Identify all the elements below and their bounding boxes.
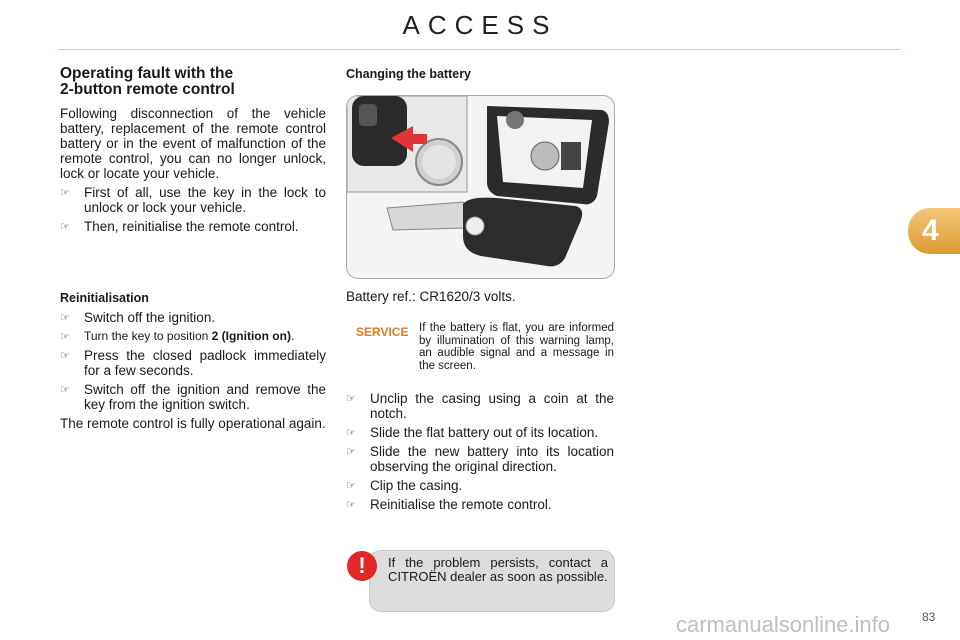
section-heading: Operating fault with the 2-button remote control — [60, 65, 235, 98]
header-divider — [58, 49, 900, 50]
battery-heading: Changing the battery — [346, 67, 472, 81]
hand-pointer-icon: ☞ — [60, 312, 70, 324]
steps-list — [346, 387, 614, 512]
reinit-heading: Reinitialisation — [60, 291, 149, 305]
remote-key-photo — [346, 95, 615, 279]
reinit-section — [60, 291, 326, 431]
left-column — [60, 66, 326, 234]
chapter-tab[interactable]: 4 — [908, 208, 960, 254]
page-title: ACCESS — [402, 10, 558, 40]
hand-pointer-icon: ☞ — [346, 446, 356, 458]
list-item: ☞ Unclip the casing using a coin at the notch. — [346, 391, 614, 421]
hand-pointer-icon: ☞ — [60, 331, 70, 343]
list-item: ☞ Switch off the ignition and remove the key from the ignition switch. — [60, 382, 326, 412]
list-item: ☞ Press the closed padlock immediately for a few seconds. — [60, 348, 326, 378]
warning-text: If the battery is flat, you are informed by illumination of this warning lamp, an audible signal and a message in the screen. — [419, 322, 614, 372]
page-number: 83 — [922, 610, 936, 624]
hand-pointer-icon: ☞ — [346, 480, 356, 492]
hand-pointer-icon: ☞ — [60, 221, 70, 233]
closing-paragraph: The remote control is fully operational again. — [60, 416, 326, 431]
note-text: If the problem persists, contact a CITROËN dealer as soon as possible. — [388, 555, 608, 584]
hand-pointer-icon: ☞ — [346, 393, 356, 405]
list-item: ☞ First of all, use the key in the lock to unlock or lock your vehicle. — [60, 185, 326, 215]
intro-paragraph: Following disconnection of the vehicle battery, replacement of the remote control battery or in the event of malfunction of the remote control, you can no longer unlock, lock or locate your vehicle. — [60, 106, 326, 181]
hand-pointer-icon: ☞ — [60, 384, 70, 396]
list-item: ☞ Reinitialise the remote control. — [346, 497, 552, 512]
list-item: ☞ Turn the key to position 2 (Ignition on). — [60, 329, 295, 343]
list-item: ☞ Then, reinitialise the remote control. — [60, 219, 299, 234]
hand-pointer-icon: ☞ — [346, 499, 356, 511]
hand-pointer-icon: ☞ — [346, 427, 356, 439]
service-warning-icon: SERVICE — [356, 325, 409, 339]
hand-pointer-icon: ☞ — [60, 350, 70, 362]
watermark: carmanualsonline.info — [676, 612, 891, 637]
battery-ref: Battery ref.: CR1620/3 volts. — [346, 289, 516, 304]
exclamation-icon: ! — [347, 551, 377, 581]
list-item: ☞ Slide the new battery into its location observing the original direction. — [346, 444, 614, 474]
hand-pointer-icon: ☞ — [60, 187, 70, 199]
list-item: ☞ Slide the flat battery out of its location. — [346, 425, 599, 440]
list-item: ☞ Clip the casing. — [346, 478, 463, 493]
list-item: ☞ Switch off the ignition. — [60, 310, 216, 325]
